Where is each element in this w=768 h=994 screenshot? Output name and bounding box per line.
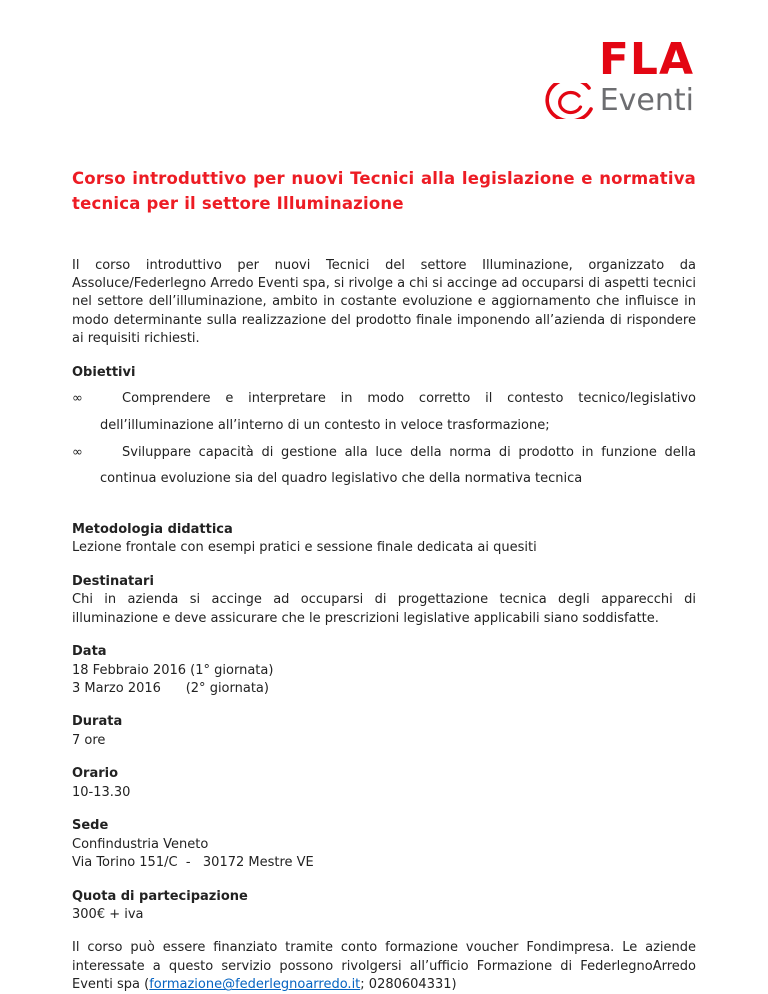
obiettivi-bullet-list (72, 386, 696, 493)
spacer (72, 493, 696, 506)
course-title: Corso introduttivo per nuovi Tecnici alla legislazione e normativa tecnica per il settore Illuminazione (72, 169, 696, 213)
intro-paragraph: Il corso introduttivo per nuovi Tecnici del settore Illuminazione, organizzato da Assoluce/Federlegno Arredo Eventi spa, si rivolge a chi si accinge ad occuparsi di aspetti tecnici nel settore dell’illuminazione, ambito in costante evoluzione e aggiornamento che influisce in modo determinante sulla realizzazione del prodotto finale imponendo all’azienda di rispondere ai requisiti richiesti. (72, 257, 697, 347)
funding-text-after-link: ; 0280604331) (360, 977, 457, 993)
fla-eventi-logo (72, 34, 694, 119)
metodologia-body: Lezione frontale con esempi pratici e sessione finale dedicata ai quesiti (72, 540, 537, 556)
data-line: 18 Febbraio 2016 (1° giornata) (72, 662, 274, 678)
infinity-bullet-icon: ∞ (72, 444, 83, 460)
sede-line: Confindustria Veneto (72, 836, 209, 852)
logo-subbrand-row (539, 83, 694, 119)
list-item (72, 386, 696, 439)
bullet-text: Comprendere e interpretare in modo corretto il contesto tecnico/legislativo dell’illuminazione all’interno di un contesto in veloce trasformazione; (100, 391, 696, 433)
heading-obiettivi: Obiettivi (72, 364, 136, 380)
heading-metodologia: Metodologia didattica (72, 521, 233, 537)
logo-subbrand-text: Eventi (599, 83, 694, 118)
orario-body: 10-13.30 (72, 784, 131, 800)
heading-destinatari: Destinatari (72, 573, 154, 589)
email-link[interactable]: formazione@federlegnoarredo.it (149, 977, 361, 993)
funding-text-before-link: Il corso può essere finanziato tramite conto formazione voucher Fondimpresa. Le aziende interessate a questo servizio possono rivolgersi all’ufficio Formazione di FederlegnoArredo Eventi spa ( (72, 940, 696, 993)
heading-orario: Orario (72, 766, 119, 782)
logo-brand-text: FLA (598, 34, 694, 85)
infinity-bullet-icon: ∞ (72, 391, 83, 407)
durata-body: 7 ore (72, 732, 106, 748)
list-item (72, 440, 696, 493)
sede-line: Via Torino 151/C - 30172 Mestre VE (72, 855, 314, 871)
heading-sede: Sede (72, 818, 109, 834)
destinatari-body: Chi in azienda si accinge ad occuparsi di progettazione tecnica degli apparecchi di illuminazione e deve assicurare che le prescrizioni legislative applicabili siano soddisfatte. (72, 592, 696, 626)
quota-body: 300€ + iva (72, 907, 144, 923)
heading-data: Data (72, 644, 107, 660)
funding-paragraph (72, 939, 696, 994)
heading-quota: Quota di partecipazione (72, 888, 248, 904)
bullet-text: Sviluppare capacità di gestione alla luce della norma di prodotto in funzione della continua evoluzione sia del quadro legislativo che della normativa tecnica (100, 444, 696, 487)
swoosh-icon (539, 83, 595, 119)
data-line: 3 Marzo 2016 (2° giornata) (72, 680, 269, 696)
heading-durata: Durata (72, 714, 123, 730)
